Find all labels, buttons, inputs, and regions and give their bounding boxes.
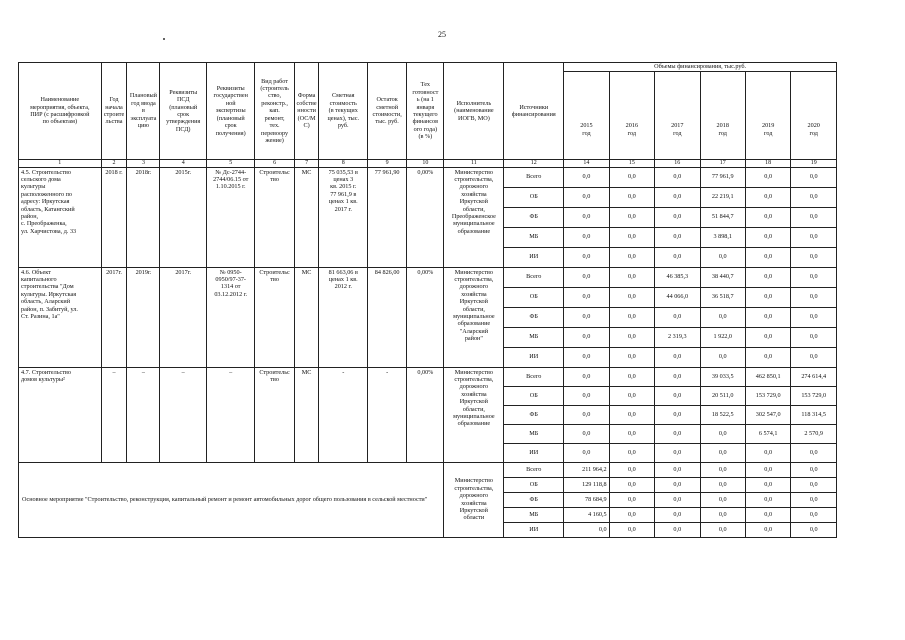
column-number: 10 (407, 160, 444, 168)
value-cell: 0,0 (791, 167, 837, 187)
item-expertise: № Дс-2744- 2744/06.15 от 1.10.2015 г. (206, 167, 255, 267)
item-name: 4.5. Строительство сельского дома культуры расположенного по адресу: Иркутская область, Катангский район, с. Преображенка, ул. Харчистова, д. 33 (19, 167, 102, 267)
value-cell: 0,0 (655, 462, 700, 477)
source-label: Всего (504, 462, 564, 477)
item-name: 4.7. Строительство домов культуры² (19, 367, 102, 462)
source-label: Всего (504, 167, 564, 187)
value-cell: 0,0 (655, 187, 700, 207)
item-ownership: МС (294, 167, 319, 267)
value-cell: 0,0 (745, 167, 790, 187)
value-cell: 129 118,8 (564, 477, 609, 492)
value-cell: 0,0 (609, 367, 654, 386)
value-cell: 2 319,3 (655, 327, 700, 347)
column-number: 5 (206, 160, 255, 168)
value-cell: 1 922,0 (700, 327, 745, 347)
value-cell: 0,0 (791, 307, 837, 327)
value-cell: 0,0 (655, 227, 700, 247)
value-cell: 39 033,5 (700, 367, 745, 386)
source-label: Всего (504, 367, 564, 386)
value-cell: 0,0 (564, 247, 609, 267)
value-cell: 0,0 (700, 492, 745, 507)
value-cell: 0,0 (791, 492, 837, 507)
value-cell: 302 547,0 (745, 405, 790, 424)
value-cell: 0,0 (791, 477, 837, 492)
value-cell: 0,0 (609, 522, 654, 537)
source-label: ИИ (504, 522, 564, 537)
value-cell: 0,0 (564, 187, 609, 207)
source-label: МБ (504, 227, 564, 247)
value-cell: 20 511,0 (700, 386, 745, 405)
value-cell: 0,0 (655, 386, 700, 405)
value-cell: 0,0 (609, 207, 654, 227)
header-ownership: Форма собстве нности (ОС/М С) (294, 63, 319, 160)
value-cell: 0,0 (609, 443, 654, 462)
header-year: 2017 год (655, 72, 700, 160)
value-cell: 0,0 (564, 307, 609, 327)
value-cell: 0,0 (609, 187, 654, 207)
value-cell: 0,0 (745, 462, 790, 477)
header-readiness: Тех готовност ь (на 1 января текущего финансов ого года) (в %) (407, 63, 444, 160)
value-cell: 0,0 (791, 462, 837, 477)
value-cell: 0,0 (655, 307, 700, 327)
value-cell: 0,0 (700, 443, 745, 462)
source-label: ИИ (504, 443, 564, 462)
value-cell: 0,0 (609, 462, 654, 477)
value-cell: 153 729,0 (791, 386, 837, 405)
value-cell: 211 964,2 (564, 462, 609, 477)
item-executor: Министерство строительства, дорожного хозяйства Иркутской области, Преображенское муниципальное образование (444, 167, 504, 267)
value-cell: 0,0 (564, 267, 609, 287)
value-cell: 0,0 (655, 507, 700, 522)
source-label: ФБ (504, 405, 564, 424)
column-number: 4 (160, 160, 206, 168)
value-cell: 0,0 (609, 287, 654, 307)
column-number: 3 (127, 160, 160, 168)
item-planned-year: – (127, 367, 160, 462)
value-cell: 0,0 (791, 247, 837, 267)
value-cell: 0,0 (564, 424, 609, 443)
header-planned-year: Плановый год ввода в эксплуата цию (127, 63, 160, 160)
column-number: 9 (368, 160, 407, 168)
item-work-type: Строительс тво (255, 367, 294, 462)
value-cell: 0,0 (700, 462, 745, 477)
value-cell: 78 684,9 (564, 492, 609, 507)
item-start-year: – (101, 367, 127, 462)
value-cell: 0,0 (745, 267, 790, 287)
item-readiness: 0,00% (407, 367, 444, 462)
column-number: 7 (294, 160, 319, 168)
item-psd: – (160, 367, 206, 462)
item-executor: Министерство строительства, дорожного хозяйства Иркутской области, муниципальное образование "Аларский район" (444, 267, 504, 367)
item-planned-year: 2018г. (127, 167, 160, 267)
value-cell: 0,0 (564, 207, 609, 227)
value-cell: 0,0 (745, 227, 790, 247)
value-cell: 38 440,7 (700, 267, 745, 287)
source-label: ФБ (504, 207, 564, 227)
value-cell: 0,0 (609, 227, 654, 247)
item-planned-year: 2019г. (127, 267, 160, 367)
value-cell: 0,0 (655, 405, 700, 424)
column-number: 12 (504, 160, 564, 168)
value-cell: 0,0 (655, 207, 700, 227)
column-number: 1 (19, 160, 102, 168)
column-number: 11 (444, 160, 504, 168)
source-label: ОБ (504, 287, 564, 307)
column-number: 16 (655, 160, 700, 168)
source-label: ОБ (504, 187, 564, 207)
value-cell: 0,0 (655, 522, 700, 537)
header-funding-group: Объемы финансирования, тыс.руб. (564, 63, 837, 72)
item-remaining-cost: - (368, 367, 407, 462)
value-cell: 0,0 (745, 347, 790, 367)
column-number: 14 (564, 160, 609, 168)
item-readiness: 0,00% (407, 167, 444, 267)
value-cell: 44 066,0 (655, 287, 700, 307)
source-label: ОБ (504, 477, 564, 492)
column-number: 15 (609, 160, 654, 168)
header-name: Наименование мероприятия, объекта, ПИР (с расшифровкой по объектам) (19, 63, 102, 160)
header-year: 2019 год (745, 72, 790, 160)
item-ownership: МС (294, 267, 319, 367)
value-cell: 18 522,5 (700, 405, 745, 424)
value-cell: 0,0 (791, 207, 837, 227)
header-year: 2018 год (700, 72, 745, 160)
header-remaining-cost: Остаток сметной стоимости, тыс. руб. (368, 63, 407, 160)
value-cell: 0,0 (745, 327, 790, 347)
value-cell: 0,0 (609, 424, 654, 443)
value-cell: 0,0 (745, 187, 790, 207)
value-cell: 0,0 (745, 207, 790, 227)
header-work-type: Вид работ (строитель ство, реконстр., кап. ремонт, тех. перевоору жение) (255, 63, 294, 160)
item-start-year: 2017г. (101, 267, 127, 367)
value-cell: 0,0 (609, 477, 654, 492)
item-work-type: Строительс тво (255, 167, 294, 267)
value-cell: 2 570,9 (791, 424, 837, 443)
item-estimated-cost: 75 035,53 в ценах 3 кв. 2015 г. 77 961,9 в ценах 1 кв. 2017 г. (319, 167, 368, 267)
source-label: МБ (504, 424, 564, 443)
value-cell: 0,0 (791, 327, 837, 347)
value-cell: 462 850,1 (745, 367, 790, 386)
value-cell: 0,0 (655, 367, 700, 386)
value-cell: 0,0 (609, 405, 654, 424)
value-cell: 0,0 (745, 477, 790, 492)
source-label: Всего (504, 267, 564, 287)
value-cell: 0,0 (564, 227, 609, 247)
value-cell: 0,0 (791, 267, 837, 287)
item-estimated-cost: - (319, 367, 368, 462)
summary-activity-text: Основное мероприятие "Строительство, реконструкция, капитальный ремонт и ремонт автомобильных дорог общего пользования в сельской местности" (19, 462, 444, 537)
value-cell: 0,0 (791, 227, 837, 247)
value-cell: 0,0 (609, 386, 654, 405)
value-cell: 0,0 (564, 367, 609, 386)
value-cell: 0,0 (564, 167, 609, 187)
value-cell: 0,0 (609, 307, 654, 327)
value-cell: 0,0 (655, 492, 700, 507)
header-year: 2016 год (609, 72, 654, 160)
value-cell: 0,0 (655, 443, 700, 462)
value-cell: 51 844,7 (700, 207, 745, 227)
value-cell: 0,0 (609, 507, 654, 522)
source-label: ИИ (504, 247, 564, 267)
value-cell: 118 314,5 (791, 405, 837, 424)
item-estimated-cost: 81 663,06 в ценах 1 кв. 2012 г. (319, 267, 368, 367)
value-cell: 0,0 (791, 522, 837, 537)
source-label: ИИ (504, 347, 564, 367)
item-ownership: МС (294, 367, 319, 462)
column-number: 2 (101, 160, 127, 168)
value-cell: 274 614,4 (791, 367, 837, 386)
value-cell: 0,0 (655, 477, 700, 492)
value-cell: 0,0 (791, 287, 837, 307)
value-cell: 22 219,1 (700, 187, 745, 207)
scan-speck (163, 38, 165, 40)
value-cell: 0,0 (609, 247, 654, 267)
source-label: ФБ (504, 492, 564, 507)
header-sources: Источники финансирования (504, 63, 564, 160)
value-cell: 0,0 (745, 287, 790, 307)
source-label: ФБ (504, 307, 564, 327)
column-number: 17 (700, 160, 745, 168)
value-cell: 0,0 (700, 507, 745, 522)
financing-table (18, 62, 837, 538)
header-expertise: Реквизиты государствен ной экспертизы (плановый срок получения) (206, 63, 255, 160)
value-cell: 0,0 (745, 507, 790, 522)
value-cell: 3 898,1 (700, 227, 745, 247)
value-cell: 0,0 (791, 507, 837, 522)
header-psd: Реквизиты ПСД (плановый срок утверждения ПСД) (160, 63, 206, 160)
item-remaining-cost: 77 961,90 (368, 167, 407, 267)
value-cell: 0,0 (655, 247, 700, 267)
value-cell: 77 961,9 (700, 167, 745, 187)
value-cell: 0,0 (564, 386, 609, 405)
value-cell: 0,0 (700, 424, 745, 443)
column-number: 19 (791, 160, 837, 168)
value-cell: 6 574,1 (745, 424, 790, 443)
source-label: ОБ (504, 386, 564, 405)
summary-executor: Министерство строительства, дорожного хозяйства Иркутской области (444, 462, 504, 537)
item-expertise: – (206, 367, 255, 462)
value-cell: 4 160,5 (564, 507, 609, 522)
value-cell: 0,0 (791, 187, 837, 207)
value-cell: 0,0 (745, 492, 790, 507)
value-cell: 0,0 (655, 424, 700, 443)
value-cell: 0,0 (609, 492, 654, 507)
item-remaining-cost: 84 826,00 (368, 267, 407, 367)
value-cell: 0,0 (655, 347, 700, 367)
value-cell: 0,0 (745, 443, 790, 462)
value-cell: 0,0 (700, 522, 745, 537)
item-executor: Министерство строительства, дорожного хозяйства Иркутской области, муниципальное образование (444, 367, 504, 462)
value-cell: 0,0 (745, 307, 790, 327)
value-cell: 0,0 (700, 247, 745, 267)
header-year: 2015 год (564, 72, 609, 160)
value-cell: 0,0 (564, 327, 609, 347)
value-cell: 0,0 (700, 307, 745, 327)
value-cell: 0,0 (564, 347, 609, 367)
header-year: 2020 год (791, 72, 837, 160)
value-cell: 0,0 (564, 405, 609, 424)
value-cell: 0,0 (564, 522, 609, 537)
item-name: 4.6. Объект капитального строительства "Дом культуры. Иркутская область, Аларский район, п. Забитуй, ул. Ст. Разина, 1а" (19, 267, 102, 367)
item-readiness: 0,00% (407, 267, 444, 367)
value-cell: 0,0 (745, 522, 790, 537)
header-executor: Исполнитель (наименование ИОГВ, МО) (444, 63, 504, 160)
value-cell: 0,0 (655, 167, 700, 187)
source-label: МБ (504, 327, 564, 347)
value-cell: 46 385,3 (655, 267, 700, 287)
source-label: МБ (504, 507, 564, 522)
value-cell: 153 729,0 (745, 386, 790, 405)
value-cell: 0,0 (791, 347, 837, 367)
value-cell: 0,0 (609, 167, 654, 187)
item-start-year: 2018 г. (101, 167, 127, 267)
header-start-year: Год начала строите льства (101, 63, 127, 160)
item-expertise: № 0950- 0950/97-37- 1314 от 03.12.2012 г. (206, 267, 255, 367)
value-cell: 0,0 (564, 287, 609, 307)
value-cell: 0,0 (791, 443, 837, 462)
value-cell: 0,0 (700, 477, 745, 492)
column-number: 8 (319, 160, 368, 168)
column-number: 6 (255, 160, 294, 168)
item-work-type: Строительс тво (255, 267, 294, 367)
value-cell: 0,0 (700, 347, 745, 367)
value-cell: 0,0 (564, 443, 609, 462)
item-psd: 2015г. (160, 167, 206, 267)
column-number: 18 (745, 160, 790, 168)
value-cell: 0,0 (609, 327, 654, 347)
value-cell: 36 518,7 (700, 287, 745, 307)
page-number: 25 (438, 30, 446, 39)
value-cell: 0,0 (609, 347, 654, 367)
item-psd: 2017г. (160, 267, 206, 367)
value-cell: 0,0 (609, 267, 654, 287)
value-cell: 0,0 (745, 247, 790, 267)
header-estimated-cost: Сметная стоимость (в текущих ценах), тыс. руб. (319, 63, 368, 160)
